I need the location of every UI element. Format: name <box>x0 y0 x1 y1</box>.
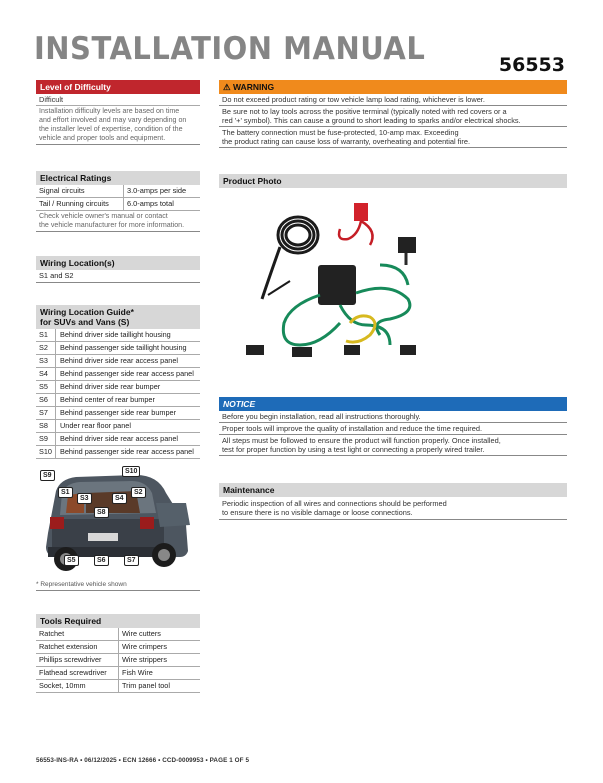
tool-item: Socket, 10mm <box>36 680 119 692</box>
warning-section <box>219 80 567 148</box>
location-desc: Behind passenger side rear bumper <box>60 408 177 417</box>
product-photo-heading: Product Photo <box>219 174 567 188</box>
tag-s5: S5 <box>64 555 79 566</box>
rating-label: Signal circuits <box>36 185 124 197</box>
tag-s2: S2 <box>131 487 146 498</box>
table-row <box>36 446 200 459</box>
tag-s1: S1 <box>58 487 73 498</box>
tag-s9: S9 <box>40 470 55 481</box>
notice-line: Proper tools will improve the quality of installation and reduce the time required. <box>219 423 567 435</box>
electrical-note: Check vehicle owner's manual or contact the vehicle manufacturer for more information. <box>36 211 200 232</box>
warning-heading: ⚠ WARNING <box>219 80 567 94</box>
wiring-guide-heading: Wiring Location Guide* for SUVs and Vans (S) <box>36 305 200 329</box>
tag-s7: S7 <box>124 555 139 566</box>
warning-line: Be sure not to lay tools across the positive terminal (typically noted with red covers or a red '+' symbol). This can cause a ground to short leading to sparks and/or electrical shocks. <box>219 106 567 127</box>
difficulty-level: Difficult <box>36 94 200 106</box>
location-desc: Behind passenger side rear access panel <box>60 369 194 378</box>
tool-item: Phillips screwdriver <box>36 654 119 666</box>
table-row <box>36 355 200 368</box>
wiring-location-section <box>36 256 200 283</box>
location-code: S6 <box>36 394 56 406</box>
rating-label: Tail / Running circuits <box>36 198 124 210</box>
warning-triangle-icon: ⚠ <box>223 82 231 92</box>
location-code: S5 <box>36 381 56 393</box>
difficulty-heading: Level of Difficulty <box>36 80 200 94</box>
table-row <box>36 641 200 654</box>
tool-item: Ratchet <box>36 628 119 640</box>
location-desc: Behind center of rear bumper <box>60 395 155 404</box>
page-title: INSTALLATION MANUAL <box>34 30 426 67</box>
difficulty-description: Installation difficulty levels are based on time and effort involved and may vary depending on the installer level of expertise, condition of the vehicle and proper tools and equipment. <box>36 106 200 145</box>
location-code: S2 <box>36 342 56 354</box>
product-photo-section <box>219 174 567 188</box>
location-desc: Behind driver side rear access panel <box>60 356 179 365</box>
tool-item: Trim panel tool <box>122 681 170 690</box>
table-row <box>36 394 200 407</box>
location-code: S1 <box>36 329 56 341</box>
product-photo <box>240 195 440 370</box>
tool-item: Wire crimpers <box>122 642 167 651</box>
warning-line: Do not exceed product rating or tow vehicle lamp load rating, whichever is lower. <box>219 94 567 106</box>
table-row <box>36 420 200 433</box>
vehicle-caption: * Representative vehicle shown <box>36 581 200 591</box>
table-row <box>36 654 200 667</box>
tool-item: Wire cutters <box>122 629 161 638</box>
notice-line: All steps must be followed to ensure the product will function properly. Once installed, test for proper function by using a test light or connecting a properly wired trailer. <box>219 435 567 456</box>
table-row <box>36 342 200 355</box>
location-code: S7 <box>36 407 56 419</box>
part-number: 56553 <box>498 54 565 76</box>
location-desc: Behind passenger side rear access panel <box>60 447 194 456</box>
wiring-location-heading: Wiring Location(s) <box>36 256 200 270</box>
maintenance-section <box>219 483 567 520</box>
tools-section <box>36 614 200 693</box>
table-row <box>36 329 200 342</box>
table-row <box>36 381 200 394</box>
location-code: S4 <box>36 368 56 380</box>
location-code: S9 <box>36 433 56 445</box>
location-desc: Behind driver side rear bumper <box>60 382 161 391</box>
wiring-harness-icon <box>240 195 440 370</box>
tool-item: Fish Wire <box>122 668 153 677</box>
tag-s8: S8 <box>94 507 109 518</box>
table-row <box>36 198 200 211</box>
location-desc: Behind driver side taillight housing <box>60 330 171 339</box>
location-desc: Behind passenger side taillight housing <box>60 343 187 352</box>
table-row <box>36 368 200 381</box>
rating-value: 3.0-amps per side <box>127 186 187 195</box>
wiring-guide-section <box>36 305 200 459</box>
table-row <box>36 680 200 693</box>
notice-heading: NOTICE <box>219 397 567 411</box>
vehicle-illustration <box>36 463 200 575</box>
difficulty-section <box>36 80 200 145</box>
location-code: S10 <box>36 446 56 458</box>
table-row <box>36 628 200 641</box>
footer: 56553-INS-RA • 06/12/2025 • ECN 12666 • CCD-0009953 • PAGE 1 OF 5 <box>36 757 250 764</box>
location-desc: Under rear floor panel <box>60 421 131 430</box>
suv-rear-icon <box>36 463 200 575</box>
warning-line: The battery connection must be fuse-protected, 10-amp max. Exceeding the product rating can cause loss of warranty, overheating and potential fire. <box>219 127 567 148</box>
tool-item: Ratchet extension <box>36 641 119 653</box>
electrical-heading: Electrical Ratings <box>36 171 200 185</box>
rating-value: 6.0-amps total <box>127 199 174 208</box>
tag-s4: S4 <box>112 493 127 504</box>
table-row <box>36 185 200 198</box>
maintenance-text: Periodic inspection of all wires and connections should be performed to ensure there is no visible damage or loose connections. <box>219 497 567 520</box>
tag-s3: S3 <box>77 493 92 504</box>
tag-s10: S10 <box>122 466 140 477</box>
notice-section <box>219 397 567 456</box>
electrical-ratings-section <box>36 171 200 232</box>
table-row <box>36 433 200 446</box>
location-code: S8 <box>36 420 56 432</box>
notice-line: Before you begin installation, read all instructions thoroughly. <box>219 411 567 423</box>
maintenance-heading: Maintenance <box>219 483 567 497</box>
location-code: S3 <box>36 355 56 367</box>
table-row <box>36 407 200 420</box>
location-desc: Behind driver side rear access panel <box>60 434 179 443</box>
tool-item: Wire strippers <box>122 655 168 664</box>
tools-heading: Tools Required <box>36 614 200 628</box>
wiring-location-value: S1 and S2 <box>36 270 200 283</box>
tool-item: Flathead screwdriver <box>36 667 119 679</box>
table-row <box>36 667 200 680</box>
tag-s6: S6 <box>94 555 109 566</box>
